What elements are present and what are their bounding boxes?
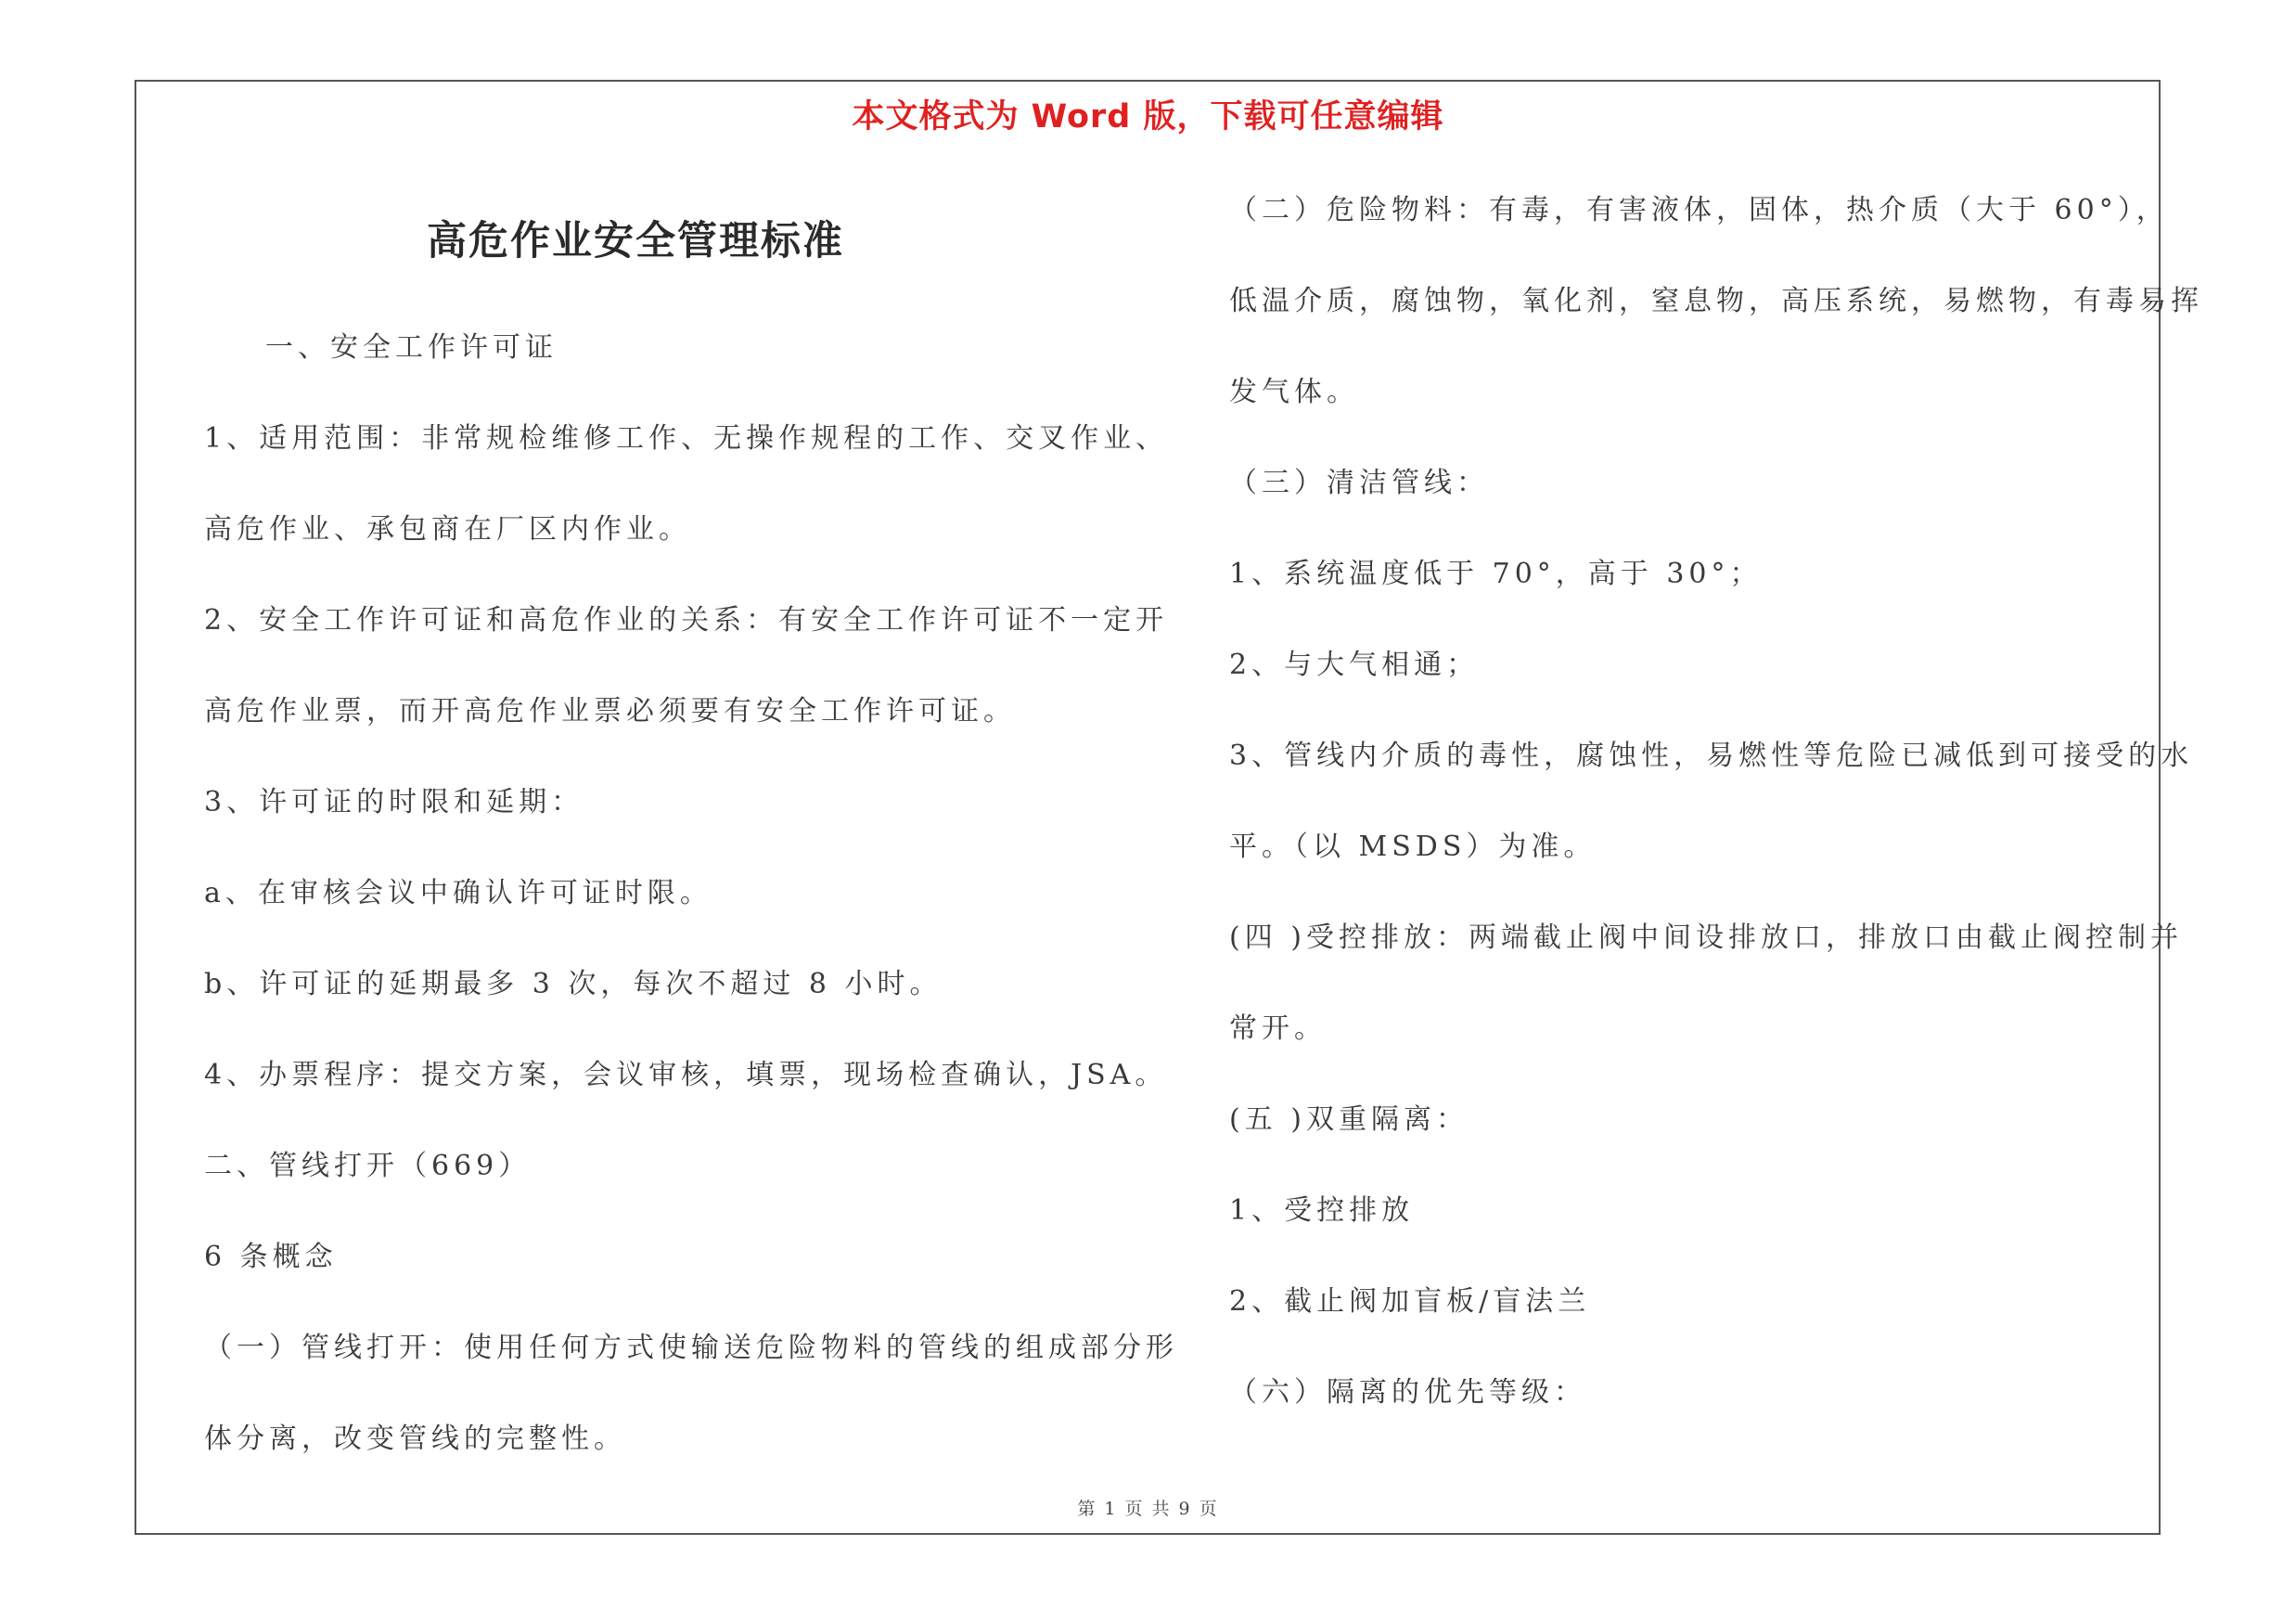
paragraph-line: 1、受控排放 <box>1229 1194 1415 1227</box>
paragraph-line: (四 )受控排放：两端截止阀中间设排放口，排放口由截止阀控制并 <box>1229 921 2183 954</box>
paragraph-line: 高危作业票，而开高危作业票必须要有安全工作许可证。 <box>204 695 1016 728</box>
paragraph-line: （三）清洁管线： <box>1229 467 1489 499</box>
paragraph-line: 发气体。 <box>1229 376 1359 408</box>
paragraph-line: a、在审核会议中确认许可证时限。 <box>204 877 712 909</box>
section-heading-permit: 一、安全工作许可证 <box>265 331 558 364</box>
paragraph-line: b、许可证的延期最多 3 次，每次不超过 8 小时。 <box>204 968 943 1000</box>
paragraph-line: 6 条概念 <box>204 1241 338 1273</box>
paragraph-line: 低温介质，腐蚀物，氧化剂，窒息物，高压系统，易燃物，有毒易挥 <box>1229 285 2203 317</box>
paragraph-line: （二）危险物料：有毒，有害液体，固体，热介质（大于 60°）， <box>1229 194 2169 226</box>
paragraph-line: 体分离，改变管线的完整性。 <box>204 1423 626 1455</box>
paragraph-line: （一）管线打开：使用任何方式使输送危险物料的管线的组成部分形 <box>204 1332 1178 1364</box>
paragraph-line: 2、截止阀加盲板/盲法兰 <box>1229 1285 1591 1318</box>
page-number-footer: 第 1 页 共 9 页 <box>1077 1499 1219 1519</box>
paragraph-line: 3、管线内介质的毒性，腐蚀性，易燃性等危险已减低到可接受的水 <box>1229 740 2194 772</box>
paragraph-line: 4、办票程序：提交方案，会议审核，填票，现场检查确认，JSA。 <box>204 1059 1168 1091</box>
document-title: 高危作业安全管理标准 <box>427 218 844 264</box>
word-format-banner: 本文格式为 Word 版，下载可任意编辑 <box>852 98 1444 135</box>
paragraph-line: 2、安全工作许可证和高危作业的关系：有安全工作许可证不一定开 <box>204 604 1169 637</box>
paragraph-line: (五 )双重隔离： <box>1229 1103 1469 1136</box>
paragraph-line: 平。（以 MSDS）为准。 <box>1229 831 1597 863</box>
paragraph-line: 2、与大气相通； <box>1229 649 1480 681</box>
paragraph-line: （六）隔离的优先等级： <box>1229 1376 1586 1409</box>
paragraph-line: 1、适用范围：非常规检维修工作、无操作规程的工作、交叉作业、 <box>204 422 1169 455</box>
paragraph-line: 高危作业、承包商在厂区内作业。 <box>204 513 691 546</box>
paragraph-line: 3、许可证的时限和延期： <box>204 786 584 818</box>
section-heading-pipeline: 二、管线打开（669） <box>204 1150 532 1182</box>
paragraph-line: 1、系统温度低于 70°，高于 30°； <box>1229 558 1763 590</box>
paragraph-line: 常开。 <box>1229 1012 1327 1045</box>
